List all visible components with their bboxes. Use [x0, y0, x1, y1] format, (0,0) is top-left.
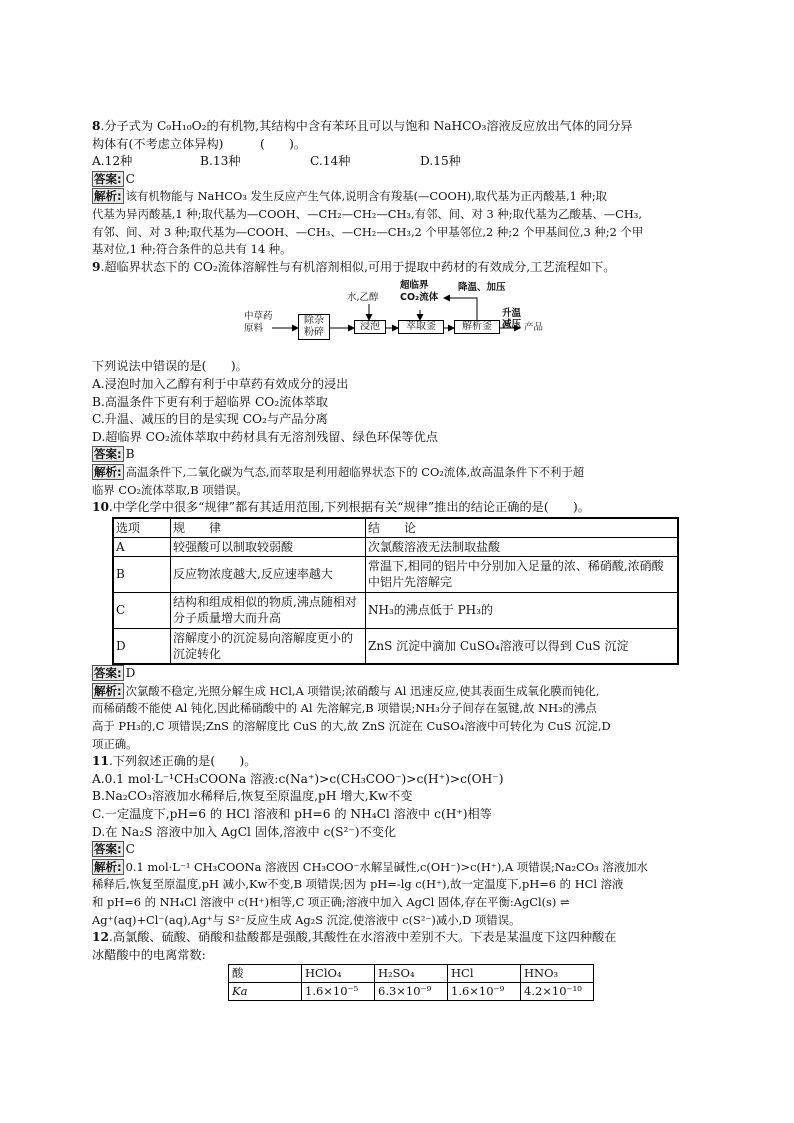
- table-row: B 反应物浓度越大,反应速率越大 常温下,相同的铝片中分别加入足量的浓、稀硝酸,浓硝酸中铝片先溶解完: [113, 556, 678, 592]
- water-ethanol-label: 水,乙醇: [347, 292, 379, 304]
- answer-tag: 答案:: [94, 447, 122, 462]
- q11-option-d: D.在 Na₂S 溶液中加入 AgCl 固体,溶液中 c(S²⁻)不变化: [92, 824, 397, 839]
- table-header-row: 选项 规 律 结 论: [113, 518, 678, 538]
- answer-tag: 答案:: [94, 171, 122, 186]
- explanation-tag: 解析:: [94, 683, 122, 698]
- q10-explanation: 解析: 次氯酸不稳定,光照分解生成 HCl,A 项错误;浓硝酸与 Al 迅速反应,使其表面生成氧化膜而钝化, 而稀硝酸不能使 Al 钝化,因此稀硝酸中的 Al 先溶解完,B 项错误;NH₃分子间存在氢键,故 NH₃的沸点 高于 PH₃的,C 项错误;ZnS 的溶解度比 CuS 的大,故 ZnS 沉淀在 CuSO₄溶液中可转化为 CuS 沉淀,D 项正确。: [92, 683, 611, 751]
- supercritical-co2-label: 超临界 CO₂流体: [400, 280, 439, 304]
- q9-explanation: 解析: 高温条件下,二氧化碳为气态,而萃取是利用超临界状态下的 CO₂流体,故高温条件下不利于超 临界 CO₂流体萃取,B 项错误。: [92, 464, 585, 497]
- answer-tag: 答案:: [94, 842, 122, 857]
- q11-stem: 11.下列叙述正确的是( )。: [92, 754, 257, 769]
- soak-box: 浸泡: [354, 320, 386, 334]
- q11-answer: 答案: C: [94, 842, 135, 857]
- cool-pressurize-label: 降温、加压: [458, 282, 506, 294]
- explanation-tag: 解析:: [94, 859, 122, 874]
- ka-row: Ka 1.6×10⁻⁵ 6.3×10⁻⁹ 1.6×10⁻⁹ 4.2×10⁻¹⁰: [229, 983, 594, 1001]
- q9-stem: 9.超临界状态下的 CO₂流体溶解性与有机溶剂相似,可用于提取中药材的有效成分,工艺流程如下。: [92, 259, 616, 274]
- q11-option-c: C.一定温度下,pH=6 的 HCl 溶液和 pH=6 的 NH₄Cl 溶液中 c(H⁺)相等: [92, 806, 492, 821]
- extraction-kettle-box: 萃取釜: [398, 320, 444, 334]
- q8-option-d: D.15种: [420, 154, 461, 169]
- raw-material-label: 中草药 原料: [244, 311, 273, 335]
- q9-option-b: B.高温条件下更有利于超临界 CO₂流体萃取: [92, 394, 328, 409]
- q9-answer: 答案: B: [94, 447, 135, 462]
- explanation-tag: 解析:: [94, 189, 122, 204]
- q11-explanation: 解析: 0.1 mol·L⁻¹ CH₃COONa 溶液因 CH₃COO⁻水解呈碱性,c(OH⁻)>c(H⁺),A 项错误;Na₂CO₃ 溶液加水 稀释后,恢复至原温度,pH 减小,Kw不变,B 项错误;因为 pH=-lg c(H⁺),故一定温度下,pH=6 的 HCl 溶液 和 pH=6 的 NH₄Cl 溶液中 c(H⁺)相等,C 项正确;溶液中加入 AgCl 固体,存在平衡:AgCl(s) ⇌ Ag⁺(aq)+Cl⁻(aq),Ag⁺与 S²⁻反应生成 Ag₂S 沉淀,使溶液中 c(S²⁻)减小,D 项错误。: [92, 859, 648, 927]
- heat-depressurize-label: 升温 减压: [502, 308, 522, 331]
- q11-option-b: B.Na₂CO₃溶液加水稀释后,恢复至原温度,pH 增大,Kw不变: [92, 789, 413, 804]
- flow-arrows: [92, 276, 692, 354]
- q11-option-a: A.0.1 mol·L⁻¹CH₃COONa 溶液:c(Na⁺)>c(CH₃COO⁻)>c(H⁺)>c(OH⁻): [92, 771, 504, 786]
- q9-prompt: 下列说法中错误的是( )。: [92, 359, 248, 374]
- q12-ka-table: [228, 964, 594, 1001]
- product-label: 产品: [524, 322, 544, 334]
- q9-option-c: C.升温、减压的目的是实现 CO₂与产品分离: [92, 412, 328, 427]
- explanation-tag: 解析:: [94, 464, 122, 479]
- q8-options: [92, 153, 692, 171]
- purify-crush-box: 除杂 粉碎: [298, 314, 330, 340]
- q9-option-d: D.超临界 CO₂流体萃取中药材具有无溶剂残留、绿色环保等优点: [92, 429, 438, 444]
- table-row: D 溶解度小的沉淀易向溶解度更小的沉淀转化 ZnS 沉淀中滴加 CuSO₄溶液可以得到 CuS 沉淀: [113, 628, 678, 664]
- q10-stem: 10.中学化学中很多“规律”都有其适用范围,下列根据有关“规律”推出的结论正确的是( )。: [92, 500, 590, 515]
- q12-stem-cont: 冰醋酸中的电离常数:: [92, 947, 206, 962]
- table-row: C 结构和组成相似的物质,沸点随相对分子质量增大而升高 NH₃的沸点低于 PH₃的: [113, 592, 678, 628]
- q10-table: [112, 517, 679, 666]
- worksheet-page: [92, 118, 692, 1001]
- q12-stem: 12.高氯酸、硫酸、硝酸和盐酸都是强酸,其酸性在水溶液中差别不大。下表是某温度下这四种酸在: [92, 930, 617, 945]
- q8-option-c: C.14种: [310, 154, 351, 169]
- q8-option-b: B.13种: [200, 154, 241, 169]
- q10-answer: 答案: D: [94, 666, 136, 681]
- desorption-kettle-box: 解析釜: [454, 320, 500, 334]
- process-flow-diagram: [92, 276, 692, 354]
- q9-option-a: A.浸泡时加入乙醇有利于中草药有效成分的浸出: [92, 376, 349, 391]
- table-row: A 较强酸可以制取较弱酸 次氯酸溶液无法制取盐酸: [113, 537, 678, 556]
- q8-explanation: 解析: 该有机物能与 NaHCO₃ 发生反应产生气体,说明含有羧基(—COOH),取代基为正丙酸基,1 种;取 代基为异丙酸基,1 种;取代基为—COOH、—CH₂—CH₂—CH₃,有邻、间、对 3 种;取代基为乙酸基、—CH₃, 有邻、间、对 3 种;取代基为—COOH、—CH₃、—CH₂—CH₃,2 个甲基邻位,2 种;2 个甲基间位,3 种;2 个甲 基对位,1 种;符合条件的总共有 14 种。: [92, 189, 644, 257]
- q8-option-a: A.12种: [92, 154, 133, 169]
- answer-tag: 答案:: [94, 666, 122, 681]
- q8-stem: 8.分子式为 C₉H₁₀O₂的有机物,其结构中含有苯环且可以与饱和 NaHCO₃溶液反应放出气体的同分异: [92, 119, 633, 133]
- acid-header-row: 酸 HClO₄ H₂SO₄ HCl HNO₃: [229, 965, 594, 983]
- q8-stem-cont: 构体有(不考虑立体异构) ( )。: [92, 136, 307, 151]
- q8-answer: 答案: C: [94, 171, 135, 186]
